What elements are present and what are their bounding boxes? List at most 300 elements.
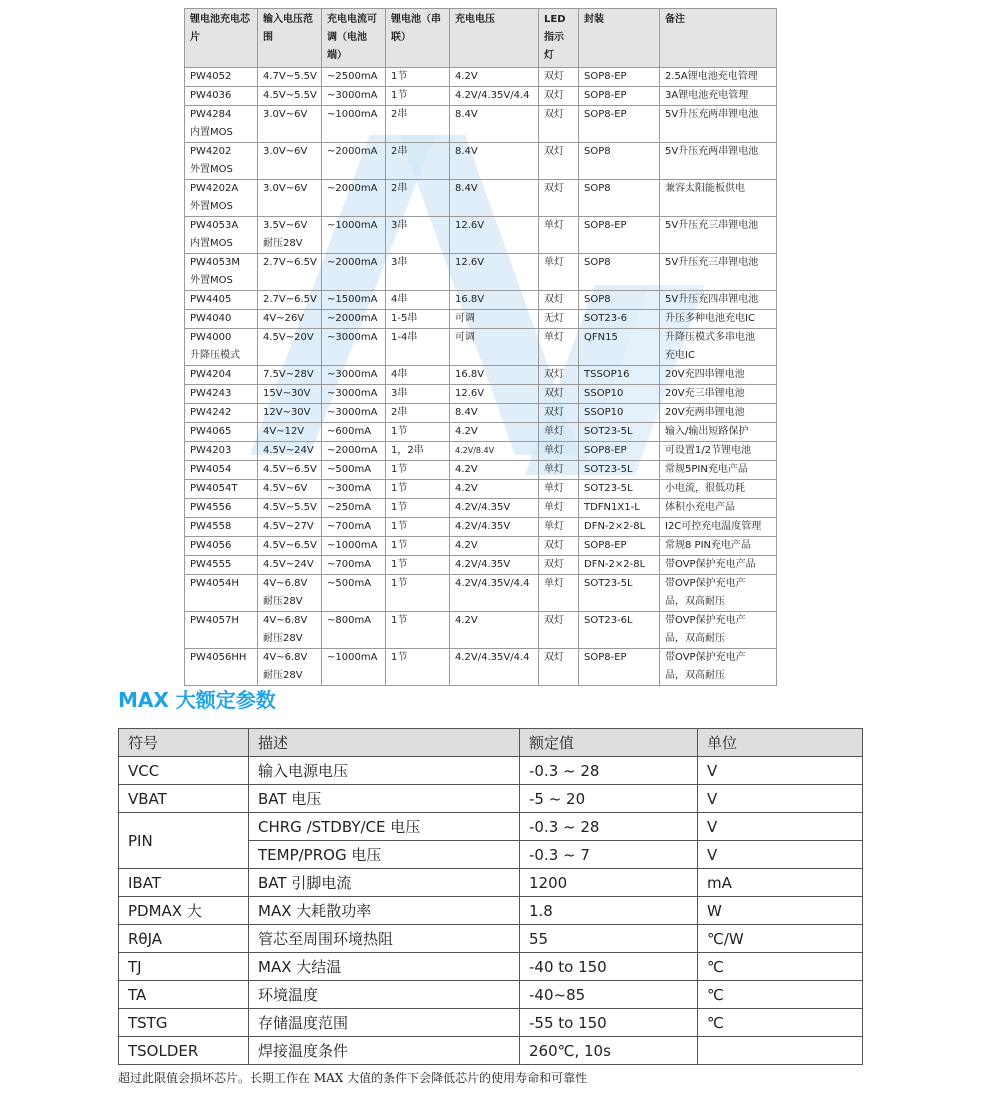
led-cell — [539, 291, 579, 310]
cell-line: 3.0V~6V — [263, 109, 308, 120]
cell-line: 单灯 — [544, 578, 564, 589]
section-title: MAX 大额定参数 — [118, 688, 276, 712]
description-cell: TEMP/PROG 电压 — [249, 841, 520, 869]
cell-line: 带OVP保护充电产 — [665, 578, 746, 589]
input-voltage-cell — [258, 68, 322, 87]
led-cell — [539, 180, 579, 217]
chip-model-cell — [185, 612, 258, 649]
input-voltage-cell — [258, 366, 322, 385]
value-cell: -0.3 ~ 7 — [520, 841, 698, 869]
cell-line: 3.5V~6V — [263, 220, 308, 231]
table-row — [185, 254, 777, 291]
charge-current-cell — [322, 217, 386, 254]
unit-cell: V — [698, 813, 863, 841]
cell-line: 常规5PIN充电产品 — [665, 464, 748, 475]
cell-line: ~600mA — [327, 426, 372, 437]
cell-line: ~250mA — [327, 502, 372, 513]
cell-line: 体积小充电产品 — [665, 502, 735, 513]
cell-count-cell — [386, 537, 450, 556]
symbol-cell: PIN — [119, 813, 249, 869]
remark-cell — [660, 556, 777, 575]
value-cell: -0.3 ~ 28 — [520, 757, 698, 785]
charge-current-cell — [322, 575, 386, 612]
chip-col-header: 充电电流可调（电池端） — [322, 9, 386, 68]
remark-cell — [660, 480, 777, 499]
chip-model-cell — [185, 649, 258, 686]
cell-line: 12.6V — [455, 220, 485, 231]
chip-model-cell — [185, 423, 258, 442]
unit-cell: V — [698, 785, 863, 813]
cell-line: 可设置1/2节锂电池 — [665, 445, 752, 456]
input-voltage-cell — [258, 575, 322, 612]
cell-line: ~2000mA — [327, 183, 378, 194]
cell-line: 内置MOS — [190, 127, 233, 138]
table-row — [119, 785, 863, 813]
cell-line: ~300mA — [327, 483, 372, 494]
cell-line: 外置MOS — [190, 201, 233, 212]
description-cell: BAT 引脚电流 — [249, 869, 520, 897]
value-cell: -5 ~ 20 — [520, 785, 698, 813]
input-voltage-cell — [258, 480, 322, 499]
charge-current-cell — [322, 556, 386, 575]
charge-voltage-cell — [450, 329, 539, 366]
package-cell — [579, 423, 660, 442]
input-voltage-cell — [258, 537, 322, 556]
led-cell — [539, 556, 579, 575]
table-row — [185, 217, 777, 254]
table-row — [185, 329, 777, 366]
table-row — [185, 649, 777, 686]
cell-line: SOP8 — [584, 146, 611, 157]
cell-line: 双灯 — [544, 652, 564, 663]
cell-line: SOT23-5L — [584, 483, 633, 494]
charge-current-cell — [322, 106, 386, 143]
input-voltage-cell — [258, 612, 322, 649]
cell-line: SOP8 — [584, 183, 611, 194]
cell-line: 双灯 — [544, 294, 564, 305]
table-row — [185, 442, 777, 461]
package-cell — [579, 310, 660, 329]
cell-line: ~1000mA — [327, 652, 378, 663]
remark-cell — [660, 575, 777, 612]
table-row — [119, 1037, 863, 1065]
cell-line: 4.5V~6V — [263, 483, 308, 494]
cell-line: 1-5串 — [391, 313, 418, 324]
cell-line: 1节 — [391, 426, 408, 437]
cell-line: 单灯 — [544, 445, 564, 456]
cell-line: 耐压28V — [263, 238, 303, 249]
package-cell — [579, 106, 660, 143]
cell-count-cell — [386, 143, 450, 180]
description-cell: 输入电源电压 — [249, 757, 520, 785]
led-cell — [539, 217, 579, 254]
remark-cell — [660, 649, 777, 686]
cell-line: 升降压模式 — [190, 350, 240, 361]
description-cell: 焊接温度条件 — [249, 1037, 520, 1065]
chip-col-header: 锂电池充电芯片 — [185, 9, 258, 68]
cell-line: 2.7V~6.5V — [263, 294, 317, 305]
cell-line: 12.6V — [455, 388, 485, 399]
charge-voltage-cell — [450, 499, 539, 518]
cell-line: 1，2串 — [391, 445, 424, 456]
cell-line: 带OVP保护充电产 — [665, 652, 746, 663]
cell-line: PW4052 — [190, 71, 232, 82]
cell-line: 7.5V~28V — [263, 369, 314, 380]
charge-voltage-cell — [450, 310, 539, 329]
charge-current-cell — [322, 68, 386, 87]
led-cell — [539, 87, 579, 106]
table-row — [119, 757, 863, 785]
table-row — [119, 981, 863, 1009]
cell-line: 升降压模式多串电池 — [665, 332, 755, 343]
cell-line: PW4054H — [190, 578, 239, 589]
max-table-body — [119, 757, 863, 1065]
led-cell — [539, 68, 579, 87]
cell-line: 升压多种电池充电IC — [665, 313, 755, 324]
cell-count-cell — [386, 556, 450, 575]
chip-model-cell — [185, 442, 258, 461]
cell-line: 无灯 — [544, 313, 564, 324]
remark-cell — [660, 385, 777, 404]
cell-line: 4V~6.8V — [263, 578, 308, 589]
charge-voltage-cell — [450, 404, 539, 423]
description-cell: 管芯至周围环境热阻 — [249, 925, 520, 953]
table-row — [119, 1009, 863, 1037]
cell-line: 8.4V — [455, 109, 478, 120]
charge-current-cell — [322, 366, 386, 385]
cell-line: 2.5A锂电池充电管理 — [665, 71, 758, 82]
symbol-cell: VBAT — [119, 785, 249, 813]
cell-count-cell — [386, 87, 450, 106]
chip-model-cell — [185, 385, 258, 404]
input-voltage-cell — [258, 291, 322, 310]
package-cell — [579, 143, 660, 180]
table-row — [185, 385, 777, 404]
chip-col-header: 锂电池（串联） — [386, 9, 450, 68]
led-cell — [539, 575, 579, 612]
cell-line: 4.7V~5.5V — [263, 71, 317, 82]
cell-line: 4.5V~24V — [263, 445, 314, 456]
table-row — [185, 461, 777, 480]
remark-cell — [660, 254, 777, 291]
chip-model-cell — [185, 217, 258, 254]
remark-cell — [660, 217, 777, 254]
cell-line: PW4036 — [190, 90, 232, 101]
remark-cell — [660, 612, 777, 649]
cell-line: 1节 — [391, 502, 408, 513]
table-row — [185, 537, 777, 556]
remark-cell — [660, 518, 777, 537]
unit-cell: V — [698, 841, 863, 869]
charge-current-cell — [322, 291, 386, 310]
cell-line: 品，双高耐压 — [665, 596, 725, 607]
table-row — [119, 813, 863, 841]
led-cell — [539, 385, 579, 404]
package-cell — [579, 254, 660, 291]
cell-line: 4.5V~6.5V — [263, 464, 317, 475]
chip-model-cell — [185, 180, 258, 217]
input-voltage-cell — [258, 310, 322, 329]
cell-line: 8.4V — [455, 183, 478, 194]
input-voltage-cell — [258, 518, 322, 537]
cell-line: 4.5V~5.5V — [263, 90, 317, 101]
cell-line: PW4053A — [190, 220, 239, 231]
cell-line: 输入/输出短路保护 — [665, 426, 749, 437]
table-row — [185, 556, 777, 575]
package-cell — [579, 575, 660, 612]
charge-current-cell — [322, 143, 386, 180]
led-cell — [539, 254, 579, 291]
table-row — [185, 87, 777, 106]
table-row — [119, 953, 863, 981]
cell-line: 4.5V~24V — [263, 559, 314, 570]
cell-line: 双灯 — [544, 90, 564, 101]
cell-count-cell — [386, 480, 450, 499]
table-row — [185, 310, 777, 329]
cell-count-cell — [386, 423, 450, 442]
symbol-cell: TSTG — [119, 1009, 249, 1037]
cell-line: 双灯 — [544, 407, 564, 418]
cell-count-cell — [386, 385, 450, 404]
charge-current-cell — [322, 329, 386, 366]
max-table-header-row — [119, 729, 863, 757]
chip-model-cell — [185, 461, 258, 480]
package-cell — [579, 461, 660, 480]
led-cell — [539, 366, 579, 385]
cell-line: 4串 — [391, 369, 408, 380]
cell-count-cell — [386, 310, 450, 329]
value-cell: 1.8 — [520, 897, 698, 925]
remark-cell — [660, 461, 777, 480]
cell-line: ~2000mA — [327, 313, 378, 324]
cell-line: 3串 — [391, 388, 408, 399]
symbol-cell: IBAT — [119, 869, 249, 897]
led-cell — [539, 143, 579, 180]
charge-voltage-cell — [450, 366, 539, 385]
package-cell — [579, 499, 660, 518]
cell-line: ~1000mA — [327, 109, 378, 120]
led-cell — [539, 480, 579, 499]
remark-cell — [660, 87, 777, 106]
cell-line: 双灯 — [544, 183, 564, 194]
cell-line: 1节 — [391, 578, 408, 589]
charge-current-cell — [322, 254, 386, 291]
input-voltage-cell — [258, 556, 322, 575]
led-cell — [539, 612, 579, 649]
cell-line: 外置MOS — [190, 275, 233, 286]
footnote: 超过此限值会损坏芯片。长期工作在 MAX 大值的条件下会降低芯片的使用寿命和可靠性 — [118, 1071, 588, 1085]
cell-count-cell — [386, 329, 450, 366]
cell-line: 带OVP保护充电产 — [665, 615, 746, 626]
cell-line: 单灯 — [544, 483, 564, 494]
symbol-cell: TA — [119, 981, 249, 1009]
input-voltage-cell — [258, 385, 322, 404]
charge-voltage-cell — [450, 87, 539, 106]
cell-line: PW4065 — [190, 426, 232, 437]
cell-line: ~3000mA — [327, 332, 378, 343]
cell-line: 常规8 PIN充电产品 — [665, 540, 752, 551]
package-cell — [579, 385, 660, 404]
chip-model-cell — [185, 291, 258, 310]
cell-line: 4V~26V — [263, 313, 305, 324]
cell-line: 1节 — [391, 559, 408, 570]
cell-line: 2串 — [391, 183, 408, 194]
cell-line: 20V充两串锂电池 — [665, 407, 745, 418]
value-cell: -55 to 150 — [520, 1009, 698, 1037]
cell-line: PW4202 — [190, 146, 232, 157]
max-col-header: 描述 — [249, 729, 520, 757]
charge-current-cell — [322, 385, 386, 404]
table-row — [185, 143, 777, 180]
chip-model-cell — [185, 366, 258, 385]
max-col-header: 单位 — [698, 729, 863, 757]
cell-line: SSOP10 — [584, 388, 624, 399]
charge-voltage-cell — [450, 461, 539, 480]
cell-line: 3.0V~6V — [263, 183, 308, 194]
cell-line: 16.8V — [455, 294, 485, 305]
cell-line: 2串 — [391, 146, 408, 157]
led-cell — [539, 537, 579, 556]
cell-line: 单灯 — [544, 257, 564, 268]
unit-cell: mA — [698, 869, 863, 897]
unit-cell: ℃ — [698, 1009, 863, 1037]
cell-count-cell — [386, 575, 450, 612]
chip-model-cell — [185, 143, 258, 180]
cell-line: 耐压28V — [263, 670, 303, 681]
value-cell: 260℃, 10s — [520, 1037, 698, 1065]
cell-line: 双灯 — [544, 146, 564, 157]
cell-line: 1节 — [391, 71, 408, 82]
cell-line: ~500mA — [327, 578, 372, 589]
cell-line: 8.4V — [455, 146, 478, 157]
package-cell — [579, 556, 660, 575]
unit-cell: ℃ — [698, 953, 863, 981]
cell-line: 2串 — [391, 109, 408, 120]
charge-voltage-cell — [450, 518, 539, 537]
cell-line: PW4405 — [190, 294, 232, 305]
cell-line: PW4040 — [190, 313, 232, 324]
charge-voltage-cell — [450, 423, 539, 442]
input-voltage-cell — [258, 106, 322, 143]
charge-current-cell — [322, 480, 386, 499]
chip-table-header-row — [185, 9, 777, 68]
cell-line: PW4054T — [190, 483, 238, 494]
cell-line: ~2000mA — [327, 257, 378, 268]
cell-line: 4.2V/4.35V — [455, 559, 511, 570]
cell-count-cell — [386, 518, 450, 537]
chip-model-cell — [185, 537, 258, 556]
cell-line: 兼容太阳能板供电 — [665, 183, 745, 194]
cell-line: 5V升压充三串锂电池 — [665, 220, 759, 231]
cell-line: PW4284 — [190, 109, 232, 120]
chip-model-cell — [185, 499, 258, 518]
cell-count-cell — [386, 68, 450, 87]
cell-line: 4.2V — [455, 71, 478, 82]
max-col-header: 符号 — [119, 729, 249, 757]
cell-line: SOP8-EP — [584, 652, 627, 663]
charge-current-cell — [322, 518, 386, 537]
chip-col-header: 充电电压 — [450, 9, 539, 68]
package-cell — [579, 291, 660, 310]
package-cell — [579, 649, 660, 686]
cell-line: 4.2V/4.35V/4.4 — [455, 652, 530, 663]
cell-line: DFN-2×2-8L — [584, 521, 646, 532]
package-cell — [579, 329, 660, 366]
package-cell — [579, 404, 660, 423]
cell-line: ~1000mA — [327, 540, 378, 551]
cell-line: PW4053M — [190, 257, 240, 268]
cell-line: 外置MOS — [190, 164, 233, 175]
cell-line: 4V~6.8V — [263, 615, 308, 626]
cell-line: 可调 — [455, 332, 475, 343]
cell-line: 耐压28V — [263, 633, 303, 644]
chip-model-cell — [185, 518, 258, 537]
charge-current-cell — [322, 442, 386, 461]
cell-line: 1节 — [391, 540, 408, 551]
package-cell — [579, 518, 660, 537]
input-voltage-cell — [258, 649, 322, 686]
cell-line: PW4054 — [190, 464, 232, 475]
cell-line: 1节 — [391, 615, 408, 626]
cell-line: 1节 — [391, 90, 408, 101]
chip-table-body — [185, 68, 777, 686]
cell-line: ~500mA — [327, 464, 372, 475]
cell-line: 16.8V — [455, 369, 485, 380]
cell-line: TDFN1X1-L — [584, 502, 640, 513]
table-row — [185, 480, 777, 499]
table-row — [185, 291, 777, 310]
cell-line: ~2000mA — [327, 445, 378, 456]
cell-line: 品，双高耐压 — [665, 633, 725, 644]
cell-line: 5V升压充两串锂电池 — [665, 109, 759, 120]
remark-cell — [660, 143, 777, 180]
unit-cell: ℃/W — [698, 925, 863, 953]
charger-chip-table — [184, 8, 777, 686]
cell-line: 4.2V — [455, 426, 478, 437]
input-voltage-cell — [258, 461, 322, 480]
cell-line: SOP8-EP — [584, 109, 627, 120]
cell-line: 5V升压充四串锂电池 — [665, 294, 759, 305]
charge-current-cell — [322, 87, 386, 106]
charge-voltage-cell — [450, 254, 539, 291]
input-voltage-cell — [258, 87, 322, 106]
cell-line: 双灯 — [544, 559, 564, 570]
remark-cell — [660, 423, 777, 442]
input-voltage-cell — [258, 180, 322, 217]
led-cell — [539, 106, 579, 143]
cell-line: ~3000mA — [327, 90, 378, 101]
cell-line: SOP8-EP — [584, 90, 627, 101]
description-cell: MAX 大耗散功率 — [249, 897, 520, 925]
input-voltage-cell — [258, 423, 322, 442]
unit-cell — [698, 1037, 863, 1065]
charge-voltage-cell — [450, 385, 539, 404]
cell-line: SOP8-EP — [584, 540, 627, 551]
description-cell: 存储温度范围 — [249, 1009, 520, 1037]
charge-voltage-cell — [450, 556, 539, 575]
cell-line: 双灯 — [544, 615, 564, 626]
charge-current-cell — [322, 310, 386, 329]
charge-voltage-cell — [450, 537, 539, 556]
charge-voltage-cell — [450, 649, 539, 686]
cell-count-cell — [386, 291, 450, 310]
cell-line: PW4243 — [190, 388, 232, 399]
cell-line: ~2500mA — [327, 71, 378, 82]
description-cell: MAX 大结温 — [249, 953, 520, 981]
led-cell — [539, 423, 579, 442]
package-cell — [579, 537, 660, 556]
cell-line: PW4057H — [190, 615, 239, 626]
